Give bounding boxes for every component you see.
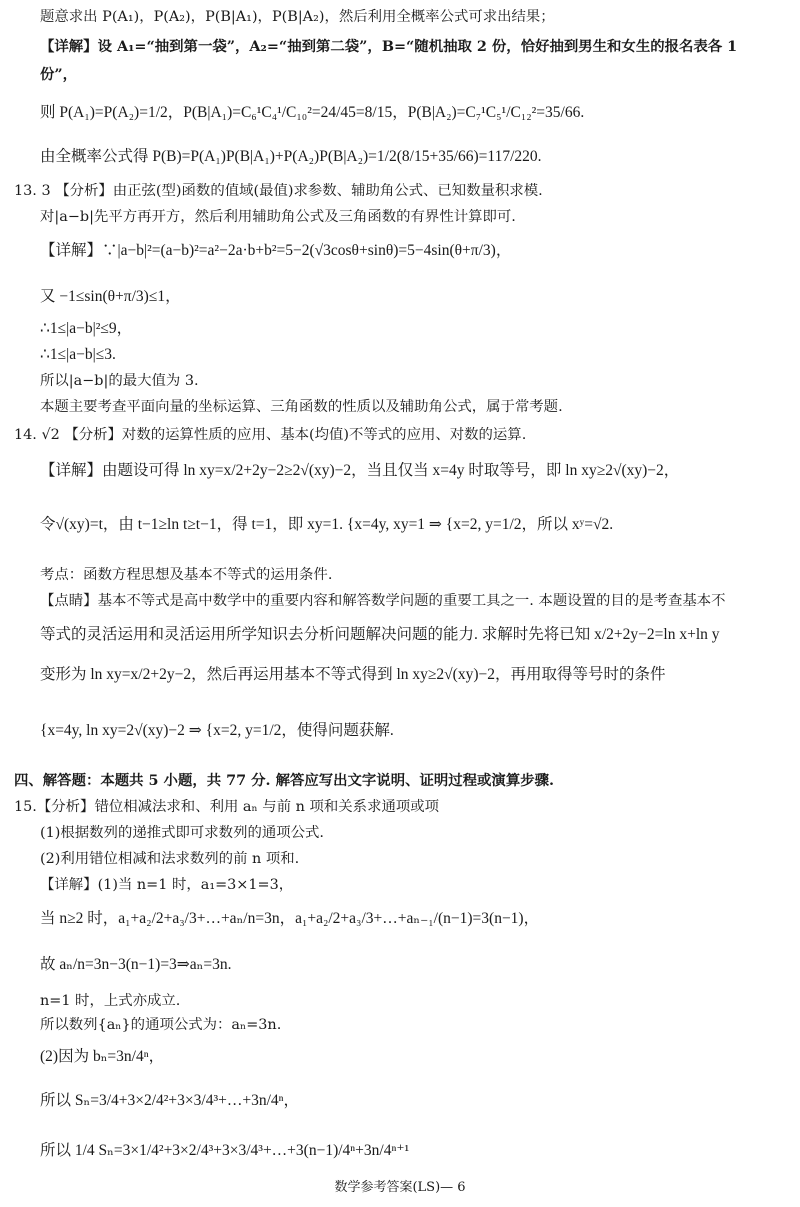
text-line: 【点睛】基本不等式是高中数学中的重要内容和解答数学问题的重要工具之一. 本题设置的目的是考查基本不	[40, 593, 726, 609]
math-line: {x=4y, ln xy=2√(xy)−2 ⇒ {x=2, y=1/2，使得问题获解.	[40, 722, 394, 739]
text-line: 所以|a−b|的最大值为 3.	[40, 373, 199, 389]
text-line: 考点：函数方程思想及基本不等式的运用条件.	[40, 567, 333, 583]
text-line: 13. 3 【分析】由正弦(型)函数的值域(最值)求参数、辅助角公式、已知数量积求模.	[14, 183, 543, 199]
text-line: (1)根据数列的递推式即可求数列的通项公式.	[40, 825, 324, 841]
math-line: 故 aₙ/n=3n−3(n−1)=3⇒aₙ=3n.	[40, 956, 232, 973]
text-line: 14. √2 【分析】对数的运算性质的应用、基本(均值)不等式的应用、对数的运算.	[14, 427, 527, 443]
math-line: 变形为 ln xy=x/2+2y−2，然后再运用基本不等式得到 ln xy≥2√(xy)−2，再用取得等号时的条件	[40, 666, 666, 683]
text-line: 【详解】设 A₁=“抽到第一袋”，A₂=“抽到第二袋”，B=“随机抽取 2 份，恰好抽到男生和女生的报名表各 1	[40, 38, 738, 55]
math-line: ∴1≤|a−b|²≤9，	[40, 320, 133, 337]
math-line: 【详解】∵|a−b|²=(a−b)²=a²−2a·b+b²=5−2(√3cosθ+sinθ)=5−4sin(θ+π/3)，	[40, 242, 512, 259]
math-line: ∴1≤|a−b|≤3.	[40, 346, 116, 363]
text-line: 份”，	[40, 66, 78, 83]
math-line: 由全概率公式得 P(B)=P(A₁)P(B|A₁)+P(A₂)P(B|A₂)=1/2(8/15+35/66)=117/220.	[40, 148, 542, 165]
math-line: 【详解】由题设可得 ln xy=x/2+2y−2≥2√(xy)−2，当且仅当 x=4y 时取等号，即 ln xy≥2√(xy)−2，	[40, 462, 680, 479]
text-line: 15.【分析】错位相减法求和、利用 aₙ 与前 n 项和关系求通项或项	[14, 799, 440, 815]
math-line: 等式的灵活运用和灵活运用所学知识去分析问题解决问题的能力. 求解时先将已知 x/2+2y−2=ln x+ln y	[40, 626, 720, 643]
page-footer: 数学参考答案(LS)— 6	[334, 1180, 466, 1195]
text-line: 本题主要考查平面向量的坐标运算、三角函数的性质以及辅助角公式，属于常考题.	[40, 399, 563, 415]
math-line: 当 n≥2 时，a₁+a₂/2+a₃/3+…+aₙ/n=3n，a₁+a₂/2+a₃/3+…+aₙ₋₁/(n−1)=3(n−1)，	[40, 910, 540, 927]
text-line: 所以数列{aₙ}的通项公式为：aₙ=3n.	[40, 1017, 282, 1033]
math-line: 又 −1≤sin(θ+π/3)≤1，	[40, 288, 181, 305]
text-line: n=1 时，上式亦成立.	[40, 993, 181, 1009]
text-line: 对|a−b|先平方再开方，然后利用辅助角公式及三角函数的有界性计算即可.	[40, 209, 516, 225]
text-line: 四、解答题：本题共 5 小题，共 77 分. 解答应写出文字说明、证明过程或演算步骤.	[14, 772, 555, 789]
math-line: 所以 1/4 Sₙ=3×1/4²+3×2/4³+3×3/4³+…+3(n−1)/4ⁿ+3n/4ⁿ⁺¹	[40, 1142, 410, 1159]
math-line: 令√(xy)=t，由 t−1≥ln t≥t−1，得 t=1，即 xy=1. {x=4y, xy=1 ⇒ {x=2, y=1/2，所以 xʸ=√2.	[40, 516, 614, 533]
text-line: 题意求出 P(A₁)，P(A₂)，P(B|A₁)，P(B|A₂)，然后利用全概率公式可求出结果；	[40, 9, 555, 25]
math-line: 所以 Sₙ=3/4+3×2/4²+3×3/4³+…+3n/4ⁿ，	[40, 1092, 300, 1109]
math-line: 则 P(A₁)=P(A₂)=1/2，P(B|A₁)=C₆¹C₄¹/C₁₀²=24/45=8/15，P(B|A₂)=C₇¹C₅¹/C₁₂²=35/66.	[40, 104, 585, 121]
text-line: 【详解】(1)当 n=1 时，a₁=3×1=3，	[40, 877, 294, 893]
text-line: (2)利用错位相减和法求数列的前 n 项和.	[40, 851, 300, 867]
math-line: (2)因为 bₙ=3n/4ⁿ，	[40, 1048, 165, 1065]
